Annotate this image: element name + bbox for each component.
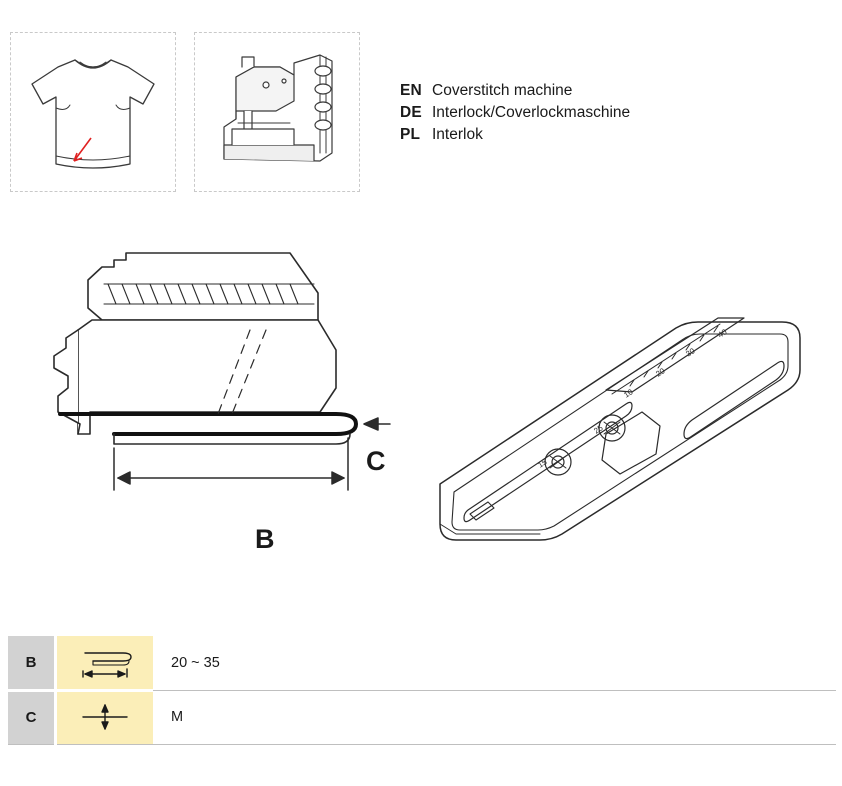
table-row xyxy=(8,636,836,690)
legend-code: PL xyxy=(400,126,421,143)
legend-row-en xyxy=(400,80,630,102)
scale-tick-10: 10 xyxy=(622,387,635,400)
coverstitch-machine-illustration xyxy=(194,32,360,192)
scale-tick-40: 40 xyxy=(716,327,729,340)
spec-code-cell: B xyxy=(8,636,56,690)
spec-value-cell: 20 ~ 35 xyxy=(153,636,836,690)
width-dimension-icon xyxy=(56,636,154,690)
legend-text: Coverstitch machine xyxy=(432,82,573,99)
spec-code-cell: C xyxy=(8,690,56,744)
tshirt-hem-illustration xyxy=(10,32,176,192)
hemmer-attachment-diagram xyxy=(430,316,820,546)
legend-text: Interlock/Coverlockmaschine xyxy=(432,104,631,121)
technical-drawing-area xyxy=(0,238,842,598)
fabric-hem-diagram xyxy=(18,238,418,558)
screw-mark-right: 25 xyxy=(592,423,605,436)
header-row xyxy=(10,32,630,192)
table-row xyxy=(8,690,836,744)
screw-mark-left: 15 xyxy=(536,457,549,470)
spec-table xyxy=(8,636,836,745)
legend-row-pl xyxy=(400,124,630,146)
legend-text: Interlok xyxy=(432,126,483,143)
scale-tick-30: 30 xyxy=(684,346,697,359)
thickness-dimension-icon xyxy=(56,690,154,744)
dimension-label-b: B xyxy=(255,524,275,554)
legend-row-de xyxy=(400,102,630,124)
legend-code: DE xyxy=(400,104,422,121)
spec-value-cell: M xyxy=(153,690,836,744)
scale-tick-20: 20 xyxy=(654,366,667,379)
legend-code: EN xyxy=(400,82,422,99)
language-legend xyxy=(400,80,630,146)
dimension-label-c: C xyxy=(366,446,386,476)
